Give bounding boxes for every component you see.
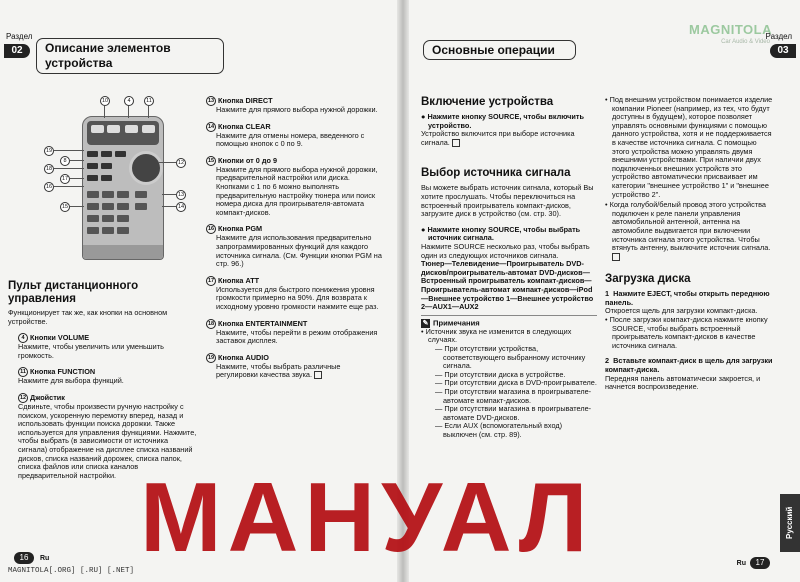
end-mark-icon <box>314 371 322 379</box>
item-11-heading: 11 Кнопка FUNCTION <box>8 367 198 377</box>
right-column-2: • Под внешним устройством понимается изделие компании Pioneer (например, из тех, что будут доступны в будущем), которое позволяет управлять основными функциями с помощью данного устройства, хотя и не поддерживается в качестве источника сигнала. С помощью этого устройства можно управлять двумя внешними устройствами. При наличии двух подключенных внешних устройств это устройство автоматически присваивает им категории "внешнее устройство 1" и "внешнее устройство 2". • Когда голубой/белый провод этого устройства подключен к реле панели управления автомобильной антенной, антенна на автомобиле выдвигается при включении источника сигнала этого устройства. Чтобы втянуть антенну, выключите источник сигнала. Загрузка диска 1 Нажмите EJECT, чтобы открыть переднюю панель. Откроется щель для загрузки компакт-диска. • После загрузки компакт-диска нажмите кнопку SOURCE, чтобы выбрать встроенный проигрыватель компакт-дисков в качестве источника сигнала. 2 Вставьте компакт-диск в щель для загрузки компакт-диска. Передняя панель автоматически закроется, и начнется воспроизведение. <box>605 96 775 392</box>
callout-15: 15 <box>61 204 69 210</box>
source-list: Тюнер—Телевидение—Проигрыватель DVD-дисков/проигрыватель-автомат DVD-дисков—Встроенный проигрыватель компакт-дисков—Проигрыватель-автомат компакт-дисков—iPod—Внешнее устройство 1—Внешнее устройство 2—AUX1—AUX2 <box>421 259 594 312</box>
item-16-heading: 16 Кнопка PGM <box>207 224 263 234</box>
page-number-right: 17 <box>750 557 770 569</box>
remote-top-panel <box>87 121 159 145</box>
section-title-source: Выбор источника сигнала <box>421 167 571 180</box>
callout-14: 14 <box>177 204 185 210</box>
callout-16: 16 <box>45 184 53 190</box>
callout-19: 19 <box>45 148 53 154</box>
brand-tagline: Car Audio & Video <box>721 39 770 45</box>
notes-heading: ✎ Примечания <box>422 318 480 328</box>
item-17-heading: 17 Кнопка ATT <box>207 275 260 285</box>
watermark-text: МАНУАЛ <box>140 462 594 572</box>
joystick-icon <box>129 151 163 185</box>
item-12-heading: 12 Джойстик <box>19 392 65 402</box>
remote-function-buttons <box>87 149 127 185</box>
callout-11: 11 <box>144 96 154 106</box>
item-15-heading: 15 Кнопки от 0 до 9 <box>207 155 278 165</box>
page-header-right: Основные операции <box>423 40 576 60</box>
section-number: 02 <box>4 44 30 58</box>
callout-8: 8 <box>60 156 70 166</box>
end-mark-icon <box>452 139 460 147</box>
callout-18: 18 <box>45 166 53 172</box>
right-column-1: Включение устройства ● Нажмите кнопку SOURCE, чтобы включить устройство. Устройство включится при выборе источника сигнала. Выбор источника сигнала Вы можете выбрать источник сигнала, который Вы хотите прослушать. Чтобы переключиться на встроенный проигрыватель компакт-дисков, загрузите диск в устройство (см. стр. 30). ● Нажмите кнопку SOURCE, чтобы выбрать источник сигнала. Нажмите SOURCE несколько раз, чтобы выбрать один из следующих источников сигнала. Тюнер—Телевидение—Проигрыватель DVD-дисков/проигрыватель-автомат DVD-дисков—Встроенный проигрыватель компакт-дисков—Проигрыватель-автомат компакт-дисков—iPod—Внешнее устройство 1—Внешнее устройство 2—AUX1—AUX2 ✎ Примечания • Источник звука не изменится в следующих случаях. — При отсутствии устройства, соответствующего выбранному источнику сигнала. — При отсутствии диска в устройстве. — При отсутствии диска в DVD-проигрывателе. — При отсутствии магазина в проигрывателе-автомате компакт-дисков. — При отсутствии магазина в проигрывателе-автомате DVD-дисков. — Если AUX (вспомогательный вход) выключен (см. стр. 89). <box>421 96 597 439</box>
site-footer-url: MAGNITOLA[.ORG] [.RU] [.NET] <box>8 567 135 575</box>
section-label: Раздел <box>6 32 33 41</box>
section-label-right: Раздел <box>765 32 792 41</box>
left-column-1: Пульт дистанционного управления Функционирует так же, как кнопки на основном устройстве. 4 Кнопки VOLUME Нажмите, чтобы увеличить или уменьшить громкость. 11 Кнопка FUNCTION Нажмите для выбора функций. 12 Джойстик Сдвиньте, чтобы произвести ручную настройку с поиском, ускоренную перемотку вперед, назад и использовать функции поиска дорожки. Также используется для управления функциями. Нажмите, чтобы выбрать (в зависимости от источника сигнала) отображение на дисплее списка названий дисков, списка названий дорожек, списка папок, списка файлов или списка каналов предварительной настройки. <box>8 280 197 480</box>
callout-12: 12 <box>177 160 185 166</box>
end-mark-icon <box>612 253 620 261</box>
page-header: Описание элементов устройства <box>36 38 224 74</box>
remote-number-keys <box>87 191 159 239</box>
callout-4: 4 <box>124 96 134 106</box>
item-19-heading: 19 Кнопка AUDIO <box>207 352 269 362</box>
language-side-tab: Русский <box>780 494 800 552</box>
page-number-left: 16 <box>14 552 34 564</box>
section-title-power: Включение устройства <box>421 96 554 108</box>
lang-code-left: Ru <box>40 555 50 562</box>
note-pencil-icon: ✎ <box>422 319 429 327</box>
callout-13: 13 <box>177 192 185 198</box>
callout-17: 17 <box>61 176 69 182</box>
lang-code-right: Ru <box>736 560 746 567</box>
remote-base <box>83 245 163 259</box>
item-13-heading: 13 Кнопка DIRECT <box>207 95 273 105</box>
section-title-remote: Пульт дистанционного управления <box>8 280 139 305</box>
brand-logo: MAGNITOLA <box>689 22 772 37</box>
section-number-right: 03 <box>770 44 796 58</box>
item-14-heading: 14 Кнопка CLEAR <box>207 121 271 131</box>
item-18-heading: 18 Кнопка ENTERTAINMENT <box>207 318 308 328</box>
section-title-load-disc: Загрузка диска <box>605 273 691 286</box>
remote-control-illustration <box>82 116 164 260</box>
callout-10: 10 <box>101 98 109 104</box>
item-4-heading: 4 Кнопки VOLUME <box>8 333 198 343</box>
left-column-2: 13 Кнопка DIRECT Нажмите для прямого выбора нужной дорожки. 14 Кнопка CLEAR Нажмите для отмены номера, введенного с помощью кнопок с 0 по 9. 15 Кнопки от 0 до 9 Нажмите для прямого выбора нужной дорожки, предварительной настройки или диска. Кнопками с 1 по 6 можно выполнять предварительную настройку тюнера или поиск номера диска для проигрывателя-автомата компакт-дисков. 16 Кнопка PGM Нажмите для использования предварительно запрограммированных функций для каждого источника сигнала. (См. Функции кнопки PGM на стр. 96.) 17 Кнопка ATT Используется для быстрого понижения уровня громкости примерно на 90%. Для возврата к исходному уровню громкости нажмите еще раз. 18 Кнопка ENTERTAINMENT Нажмите, чтобы перейти в режим отображения заставок дисплея. 19 Кнопка AUDIO Нажмите, чтобы выбрать различные регулировки качества звука. <box>206 96 384 380</box>
